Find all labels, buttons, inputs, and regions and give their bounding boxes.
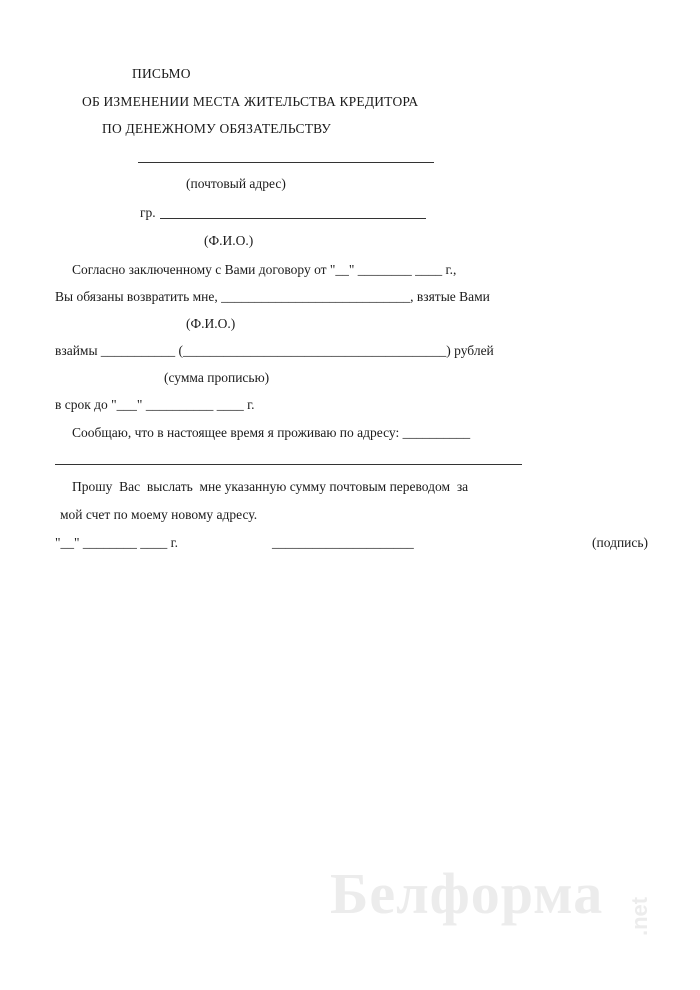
- watermark-logo: Белформа: [330, 861, 604, 926]
- watermark-domain: .net: [627, 896, 652, 936]
- date-line: "__" ________ ____ г.: [55, 535, 179, 550]
- sum-in-words-caption: (сумма прописью): [164, 370, 270, 385]
- deadline-line: в срок до "___" __________ ____ г.: [55, 397, 255, 412]
- city-prefix: гр.: [140, 205, 156, 220]
- title-line-2: ОБ ИЗМЕНЕНИИ МЕСТА ЖИТЕЛЬСТВА КРЕДИТОРА: [82, 94, 419, 109]
- obligation-line-end: , взятые Вами: [410, 289, 490, 304]
- title-line-3: ПО ДЕНЕЖНОМУ ОБЯЗАТЕЛЬСТВУ: [102, 121, 332, 136]
- fio-caption-creditor: (Ф.И.О.): [186, 316, 236, 331]
- request-line-2: мой счет по моему новому адресу.: [60, 507, 258, 522]
- fio-caption-recipient: (Ф.И.О.): [204, 233, 254, 248]
- creditor-name-blank: ____________________________: [221, 289, 411, 304]
- new-address-notice: Сообщаю, что в настоящее время я проживаю по адресу: __________: [72, 425, 471, 440]
- request-line-1: Прошу Вас выслать мне указанную сумму почтовым переводом за: [72, 479, 469, 494]
- loan-amount-line: взаймы ___________ (_______________________________________) рублей: [55, 343, 494, 358]
- obligation-line: [55, 289, 490, 305]
- signature-caption: (подпись): [592, 535, 649, 550]
- signature-blank: _____________________: [272, 535, 414, 550]
- recipient-name-blank: [160, 218, 426, 219]
- obligation-line-start: Вы обязаны возвратить мне,: [55, 289, 222, 304]
- title-line-1: ПИСЬМО: [132, 66, 191, 81]
- postal-address-caption: (почтовый адрес): [186, 176, 286, 191]
- contract-reference-line: Согласно заключенному с Вами договору от "__" ________ ____ г.,: [72, 262, 457, 277]
- postal-address-blank: [138, 162, 434, 163]
- new-address-blank: [55, 464, 522, 465]
